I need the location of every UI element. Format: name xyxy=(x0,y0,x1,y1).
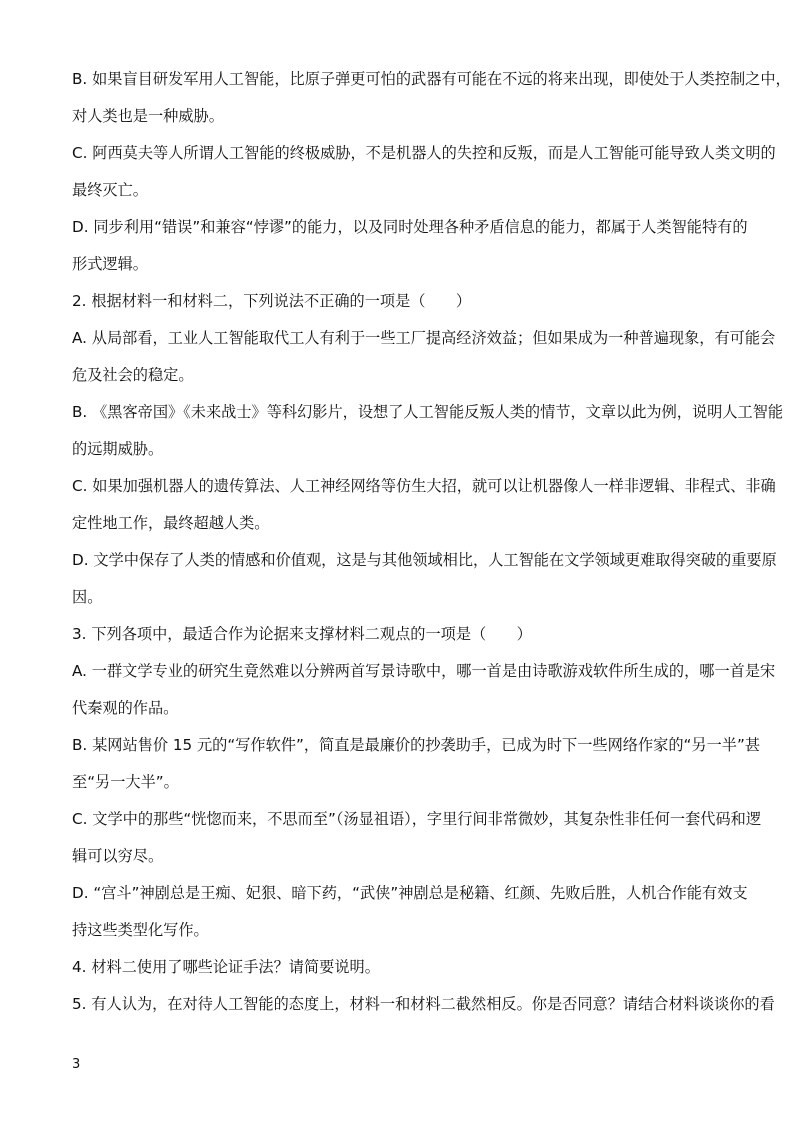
page-number: 3 xyxy=(72,1057,81,1072)
text-line: 形式逻辑。 xyxy=(72,255,148,273)
text-line: 对人类也是一种威胁。 xyxy=(72,107,224,125)
question-heading: 2. 根据材料一和材料二，下列说法不正确的一项是（ ） xyxy=(72,292,472,310)
question-heading: 5. 有人认为，在对待人工智能的态度上，材料一和材料二截然相反。你是否同意？请结合材料谈谈你的看 xyxy=(72,995,775,1013)
text-line: A. 一群文学专业的研究生竟然难以分辨两首写景诗歌中，哪一首是由诗歌游戏软件所生成的，哪一首是宋 xyxy=(72,662,776,680)
question-heading: 4. 材料二使用了哪些论证手法？请简要说明。 xyxy=(72,958,380,976)
text-line: C. 阿西莫夫等人所谓人工智能的终极威胁，不是机器人的失控和反叛，而是人工智能可能导致人类文明的 xyxy=(72,144,776,162)
text-line: 代秦观的作品。 xyxy=(72,699,179,717)
text-line: 的远期威胁。 xyxy=(72,440,164,458)
text-line: D. 同步利用“错误”和兼容“悖谬”的能力，以及同时处理各种矛盾信息的能力，都属于人类智能特有的 xyxy=(72,218,748,236)
text-line: B. 《黑客帝国》《未来战士》等科幻影片，设想了人工智能反叛人类的情节，文章以此为例，说明人工智能 xyxy=(72,403,784,421)
question-text xyxy=(72,70,791,1014)
text-line: D. 文学中保存了人类的情感和价值观，这是与其他领域相比，人工智能在文学领域更难取得突破的重要原 xyxy=(72,551,777,569)
text-line: C. 文学中的那些“恍惚而来，不思而至”（汤显祖语），字里行间非常微妙，其复杂性非任何一套代码和逻 xyxy=(72,810,762,828)
text-line: B. 如果盲目研发军用人工智能，比原子弹更可怕的武器有可能在不远的将来出现，即使处于人类控制之中， xyxy=(72,70,791,88)
text-line: D. “宫斗”神剧总是王痴、妃狠、暗下药，“武侠”神剧总是秘籍、红颜、先败后胜，人机合作能有效支 xyxy=(72,884,748,902)
text-line: 持这些类型化写作。 xyxy=(72,921,209,939)
text-line: 因。 xyxy=(72,588,103,606)
question-heading: 3. 下列各项中，最适合作为论据来支撑材料二观点的一项是（ ） xyxy=(72,625,532,643)
text-line: 定性地工作，最终超越人类。 xyxy=(72,514,270,532)
text-line: B. 某网站售价 15 元的“写作软件”，简直是最廉价的抄袭助手，已成为时下一些网络作家的“另一半”甚 xyxy=(72,736,761,754)
text-line: 至“另一大半”。 xyxy=(72,773,179,791)
text-line: 最终灭亡。 xyxy=(72,181,148,199)
text-line: C. 如果加强机器人的遗传算法、人工神经网络等仿生大招，就可以让机器像人一样非逻辑、非程式、非确 xyxy=(72,477,776,495)
text-line: 危及社会的稳定。 xyxy=(72,366,194,384)
text-line: A. 从局部看，工业人工智能取代工人有利于一些工厂提高经济效益；但如果成为一种普遍现象，有可能会 xyxy=(72,329,776,347)
text-line: 辑可以穷尽。 xyxy=(72,847,164,865)
